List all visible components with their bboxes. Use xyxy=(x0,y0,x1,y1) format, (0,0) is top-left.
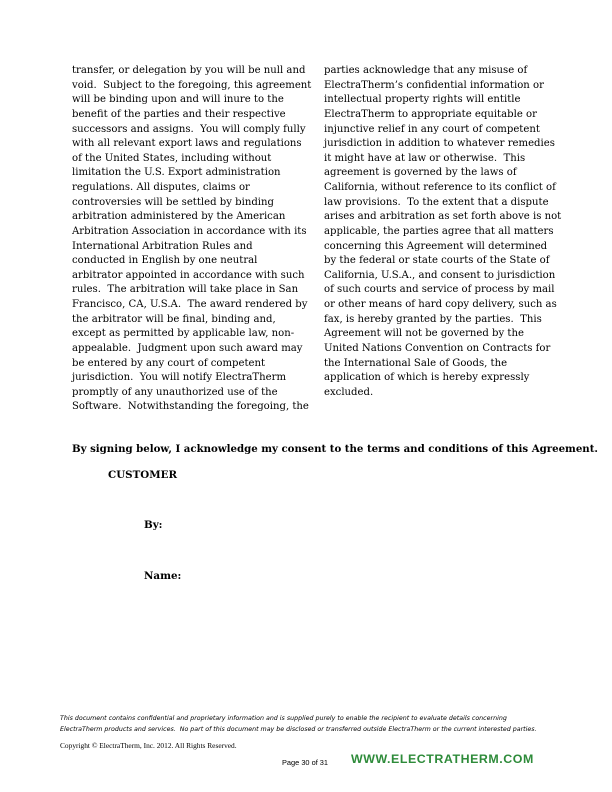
left-column-line: rules. The arbitration will take place in San xyxy=(72,284,299,296)
left-column-line: regulations. All disputes, claims or xyxy=(72,182,250,193)
right-column-line: fax, is hereby granted by the parties. This xyxy=(324,313,542,325)
right-column-line: the International Sale of Goods, the xyxy=(324,357,508,369)
right-column-line: excluded. xyxy=(324,386,374,398)
left-column-line: jurisdiction. You will notify ElectraTherm xyxy=(72,372,287,384)
left-column-line: Arbitration Association in accordance with its xyxy=(72,225,307,237)
right-column-line: parties acknowledge that any misuse of xyxy=(324,65,528,76)
name-signature-label: Name: xyxy=(144,570,182,582)
right-column-line: or other means of hard copy delivery, such as xyxy=(324,299,557,310)
by-signature-label: By: xyxy=(144,519,163,531)
confidentiality-disclaimer xyxy=(60,713,552,735)
left-column-line: will be binding upon and will inure to the xyxy=(72,94,284,106)
left-column-line: successors and assigns. You will comply fully xyxy=(72,123,306,135)
right-column-line: California, without reference to its conflict of xyxy=(324,182,556,193)
left-column-line: the arbitrator will be final, binding and, xyxy=(72,313,276,325)
left-column-line: controversies will be settled by binding xyxy=(72,196,274,208)
left-column-line: be entered by any court of competent xyxy=(72,357,266,369)
left-column-line: limitation the U.S. Export administration xyxy=(72,167,281,179)
right-column-line: ElectraTherm to appropriate equitable or xyxy=(324,108,537,120)
left-column-line: International Arbitration Rules and xyxy=(72,240,253,252)
left-column-line: benefit of the parties and their respective xyxy=(72,108,286,120)
customer-label: CUSTOMER xyxy=(108,469,178,481)
right-column-line: jurisdiction in addition to whatever remedies xyxy=(324,138,555,150)
right-column-line: ElectraTherm’s confidential information or xyxy=(324,79,544,91)
agreement-text-left-column xyxy=(72,64,312,415)
disclaimer-line: This document contains confidential and proprietary information and is supplied purely to enable the recipient to evaluate details concerning xyxy=(60,715,507,722)
right-column-line: Agreement will not be governed by the xyxy=(324,328,524,340)
right-column-line: injunctive relief in any court of competent xyxy=(324,123,540,135)
right-column-line: application of which is hereby expressly xyxy=(324,372,530,384)
disclaimer-line: ElectraTherm products and services. No part of this document may be disclosed or transferred outside ElectraTherm or the current interested parties. xyxy=(60,726,537,733)
right-column-line: law provisions. To the extent that a dispute xyxy=(324,196,549,208)
right-column-line: of such courts and service of process by mail xyxy=(324,284,555,296)
page-number: Page 30 of 31 xyxy=(282,758,329,767)
brand-website-url: WWW.ELECTRATHERM.COM xyxy=(351,752,534,766)
acknowledgement-statement: By signing below, I acknowledge my consent to the terms and conditions of this Agreement. xyxy=(72,443,598,455)
left-column-line: conducted in English by one neutral xyxy=(72,255,258,267)
left-column-line: Francisco, CA, U.S.A. The award rendered by xyxy=(72,299,308,310)
right-column-line: applicable, the parties agree that all matters xyxy=(324,225,554,237)
left-column-line: Software. Notwithstanding the foregoing, the xyxy=(72,401,309,413)
right-column-line: concerning this Agreement will determined xyxy=(324,240,548,252)
right-column-line: it might have at law or otherwise. This xyxy=(324,152,526,164)
copyright-notice: Copyright © ElectraTherm, Inc. 2012. All Rights Reserved. xyxy=(60,741,237,750)
right-column-line: United Nations Convention on Contracts for xyxy=(324,342,551,354)
right-column-line: intellectual property rights will entitle xyxy=(324,94,521,106)
right-column-line: by the federal or state courts of the State of xyxy=(324,255,550,267)
left-column-line: except as permitted by applicable law, non- xyxy=(72,328,295,340)
right-column-line: arises and arbitration as set forth above is not xyxy=(324,211,562,223)
left-column-line: with all relevant export laws and regulations xyxy=(72,138,302,150)
left-column-line: appealable. Judgment upon such award may xyxy=(72,342,303,354)
left-column-line: promptly of any unauthorized use of the xyxy=(72,386,278,398)
left-column-line: transfer, or delegation by you will be null and xyxy=(72,65,306,76)
left-column-line: arbitrator appointed in accordance with such xyxy=(72,269,305,281)
right-column-line: agreement is governed by the laws of xyxy=(324,167,517,179)
left-column-line: void. Subject to the foregoing, this agreement xyxy=(72,79,312,91)
agreement-text-right-column xyxy=(324,64,562,400)
right-column-line: California, U.S.A., and consent to jurisdiction xyxy=(324,269,556,281)
left-column-line: of the United States, including without xyxy=(72,152,272,164)
left-column-line: arbitration administered by the American xyxy=(72,211,286,223)
